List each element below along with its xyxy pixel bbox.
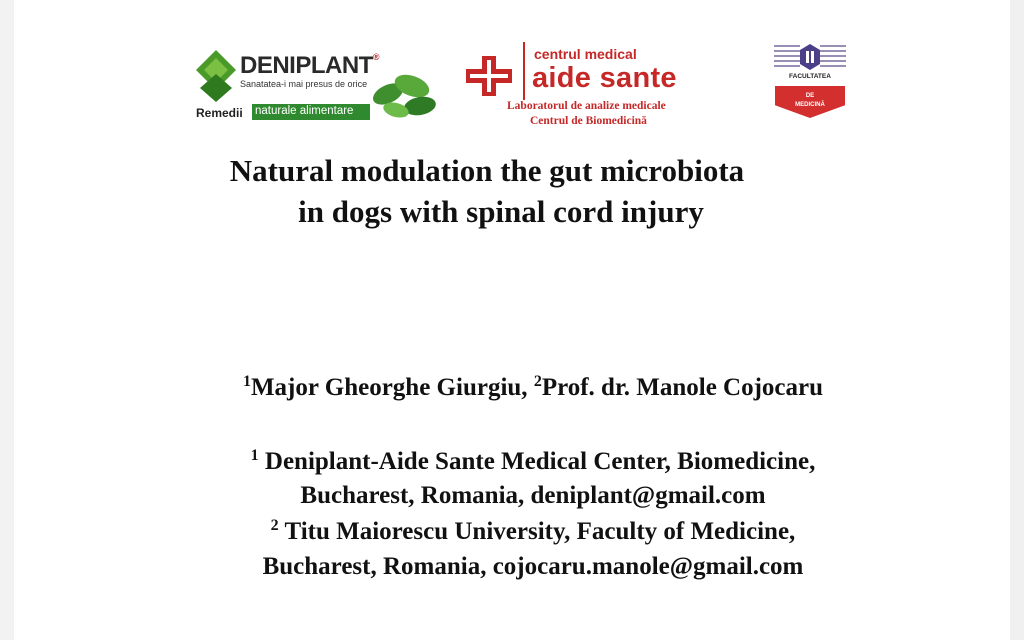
author2-superscript: 2 xyxy=(533,373,542,390)
authors xyxy=(14,373,1024,402)
medical-cross-icon xyxy=(466,56,512,96)
affiliation-1-line-2: Bucharest, Romania, deniplant@gmail.com xyxy=(300,482,766,509)
page-edge xyxy=(1010,0,1024,640)
deniplant-tagline: Sanatatea-i mai presus de orice xyxy=(240,79,368,89)
aide-subtitle-center: Centrul de Biomedicină xyxy=(530,115,647,127)
affiliation-2-line-1 xyxy=(14,517,1024,546)
faculty-text: FACULTATEA xyxy=(789,73,831,80)
author2: Prof. dr. Manole Cojocaru xyxy=(541,374,824,401)
aide-subtitle-lab: Laboratorul de analize medicale xyxy=(507,100,666,112)
faculty-text-medicina: MEDICINĂ xyxy=(795,102,825,108)
aide-divider xyxy=(523,42,525,100)
herb-leaves-icon xyxy=(368,64,440,122)
affiliation1-superscript: 1 xyxy=(250,447,259,464)
faculty-text-de: DE xyxy=(805,93,815,99)
title-line-1: Natural modulation the gut microbiota xyxy=(229,153,745,188)
deniplant-logo xyxy=(182,48,442,122)
registered-mark: ® xyxy=(372,52,379,62)
deniplant-remedii: Remedii xyxy=(196,106,243,120)
author1: Major Gheorghe Giurgiu, xyxy=(250,374,534,401)
title-line-2: in dogs with spinal cord injury xyxy=(298,194,704,229)
university-crest-icon xyxy=(772,42,848,72)
faculty-logo xyxy=(772,42,848,124)
aide-sante-logo xyxy=(466,40,736,130)
document-page xyxy=(14,0,1010,640)
affiliation1-text: Deniplant-Aide Sante Medical Center, Biomedicine, xyxy=(258,448,816,475)
deniplant-name: DENIPLANT® xyxy=(240,52,379,79)
affiliation-2-line-2: Bucharest, Romania, cojocaru.manole@gmail.com xyxy=(262,553,804,580)
aide-name: aide sante xyxy=(532,62,677,94)
leaf-diamond-icon xyxy=(192,48,240,104)
affiliation2-superscript: 2 xyxy=(270,517,279,534)
aide-top-text: centrul medical xyxy=(534,46,637,62)
affiliation2-text: Titu Maiorescu University, Faculty of Medicine, xyxy=(278,518,796,545)
affiliation-1-line-1 xyxy=(14,447,1024,476)
deniplant-natural-text: naturale alimentare xyxy=(255,105,354,117)
author1-superscript: 1 xyxy=(242,373,251,390)
